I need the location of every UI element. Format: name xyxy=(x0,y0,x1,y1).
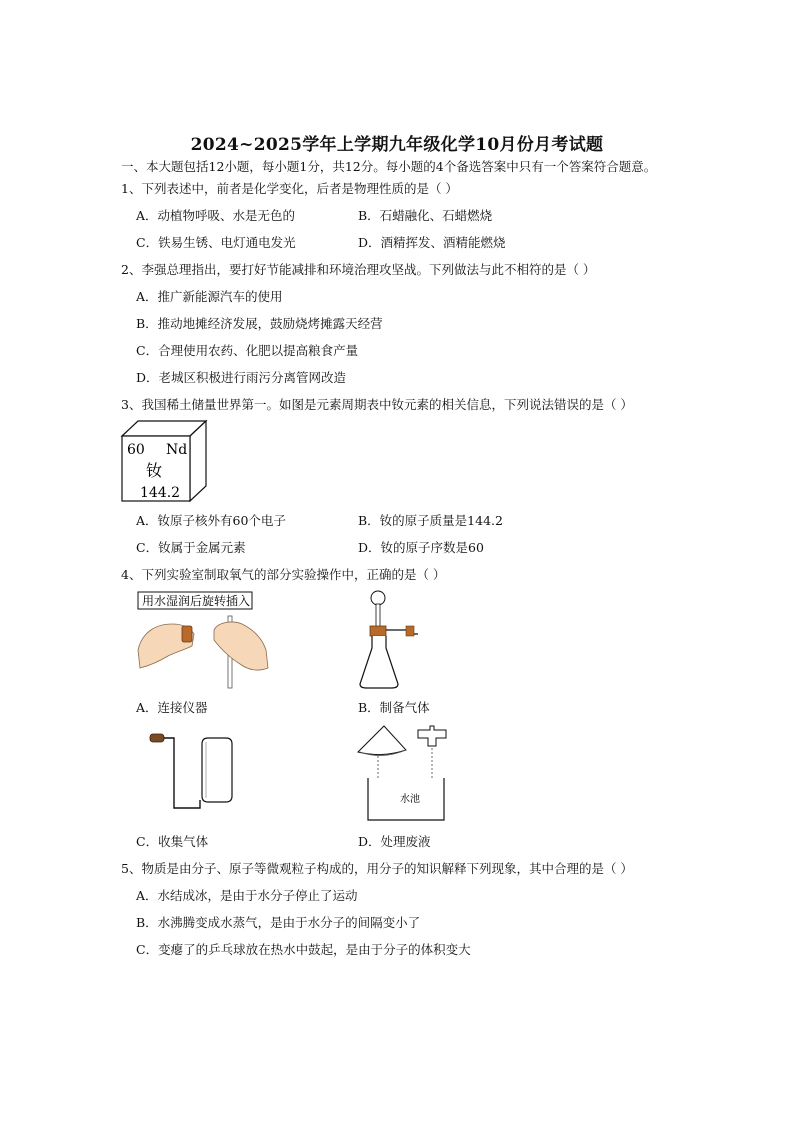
faucet xyxy=(418,726,446,746)
question-3-option-c: C．钕属于金属元素 xyxy=(136,540,246,555)
question-5-option-a: A．水结成冰，是由于水分子停止了运动 xyxy=(136,888,358,903)
question-2-option-a: A．推广新能源汽车的使用 xyxy=(136,289,283,304)
section-intro: 一、本大题包括12小题，每小题1分，共12分。每小题的4个备选答案中只有一个答案符合题意。 xyxy=(121,159,657,174)
page-title: 2024~2025学年上学期九年级化学10月份月考试题 xyxy=(190,135,604,155)
question-3-stem: 3、我国稀土储量世界第一。如图是元素周期表中钕元素的相关信息，下列说法错误的是（ ） xyxy=(121,397,633,412)
figure-a-connect-apparatus xyxy=(132,590,272,690)
question-2-option-b: B．推动地摊经济发展，鼓励烧烤摊露天经营 xyxy=(136,316,383,331)
question-5-option-c: C．变瘪了的乒乓球放在热水中鼓起，是由于分子的体积变大 xyxy=(136,942,471,957)
figure-c-collect-gas xyxy=(146,728,246,820)
tube-rubber xyxy=(150,734,164,742)
element-mass: 144.2 xyxy=(140,485,181,501)
question-3-option-b: B．钕的原子质量是144.2 xyxy=(358,513,503,528)
element-symbol: Nd xyxy=(166,442,188,458)
tube-clip xyxy=(406,626,414,636)
question-1-option-a: A．动植物呼吸、水是无色的 xyxy=(136,208,296,223)
question-1-option-d: D．酒精挥发、酒精能燃烧 xyxy=(358,235,506,250)
basin-label: 水池 xyxy=(400,794,420,805)
element-name: 钕 xyxy=(146,461,163,480)
flask-stopper xyxy=(370,626,386,636)
tile-side-face xyxy=(190,421,206,501)
question-1-option-c: C．铁易生锈、电灯通电发光 xyxy=(136,235,296,250)
question-2-option-d: D．老城区积极进行雨污分离管网改造 xyxy=(136,370,347,385)
question-4-option-b: B．制备气体 xyxy=(358,700,430,715)
question-3-option-d: D．钕的原子序数是60 xyxy=(358,540,484,555)
question-5-stem: 5、物质是由分子、原子等微观粒子构成的，用分子的知识解释下列现象，其中合理的是（ ） xyxy=(121,861,633,876)
gas-bottle xyxy=(202,738,232,802)
question-1-stem: 1、下列表述中，前者是化学变化，后者是物理性质的是（ ） xyxy=(121,181,458,196)
figure-a-label: 用水湿润后旋转插入 xyxy=(142,594,251,608)
figure-b-generate-gas xyxy=(356,588,426,692)
funnel-bulb xyxy=(371,591,385,605)
question-2-option-c: C．合理使用农药、化肥以提高粮食产量 xyxy=(136,343,359,358)
conical-flask xyxy=(360,636,398,688)
figure-d-dispose-waste xyxy=(356,722,452,824)
question-4-option-a: A．连接仪器 xyxy=(136,700,208,715)
question-4-stem: 4、下列实验室制取氧气的部分实验操作中，正确的是（ ） xyxy=(121,567,446,582)
question-3-option-a: A．钕原子核外有60个电子 xyxy=(136,513,286,528)
question-4-option-d: D．处理废液 xyxy=(358,834,431,849)
right-hand xyxy=(214,622,268,670)
question-4-option-c: C．收集气体 xyxy=(136,834,209,849)
delivery-tube-c xyxy=(164,738,200,808)
beaker-tilted xyxy=(358,726,406,755)
question-1-option-b: B．石蜡融化、石蜡燃烧 xyxy=(358,208,493,223)
question-5-option-b: B．水沸腾变成水蒸气，是由于水分子的间隔变小了 xyxy=(136,915,421,930)
element-tile-figure xyxy=(118,418,212,504)
element-number: 60 xyxy=(127,442,145,458)
question-2-stem: 2、李强总理指出，要打好节能减排和环境治理攻坚战。下列做法与此不相符的是（ ） xyxy=(121,262,596,277)
rubber-stopper xyxy=(182,626,192,642)
